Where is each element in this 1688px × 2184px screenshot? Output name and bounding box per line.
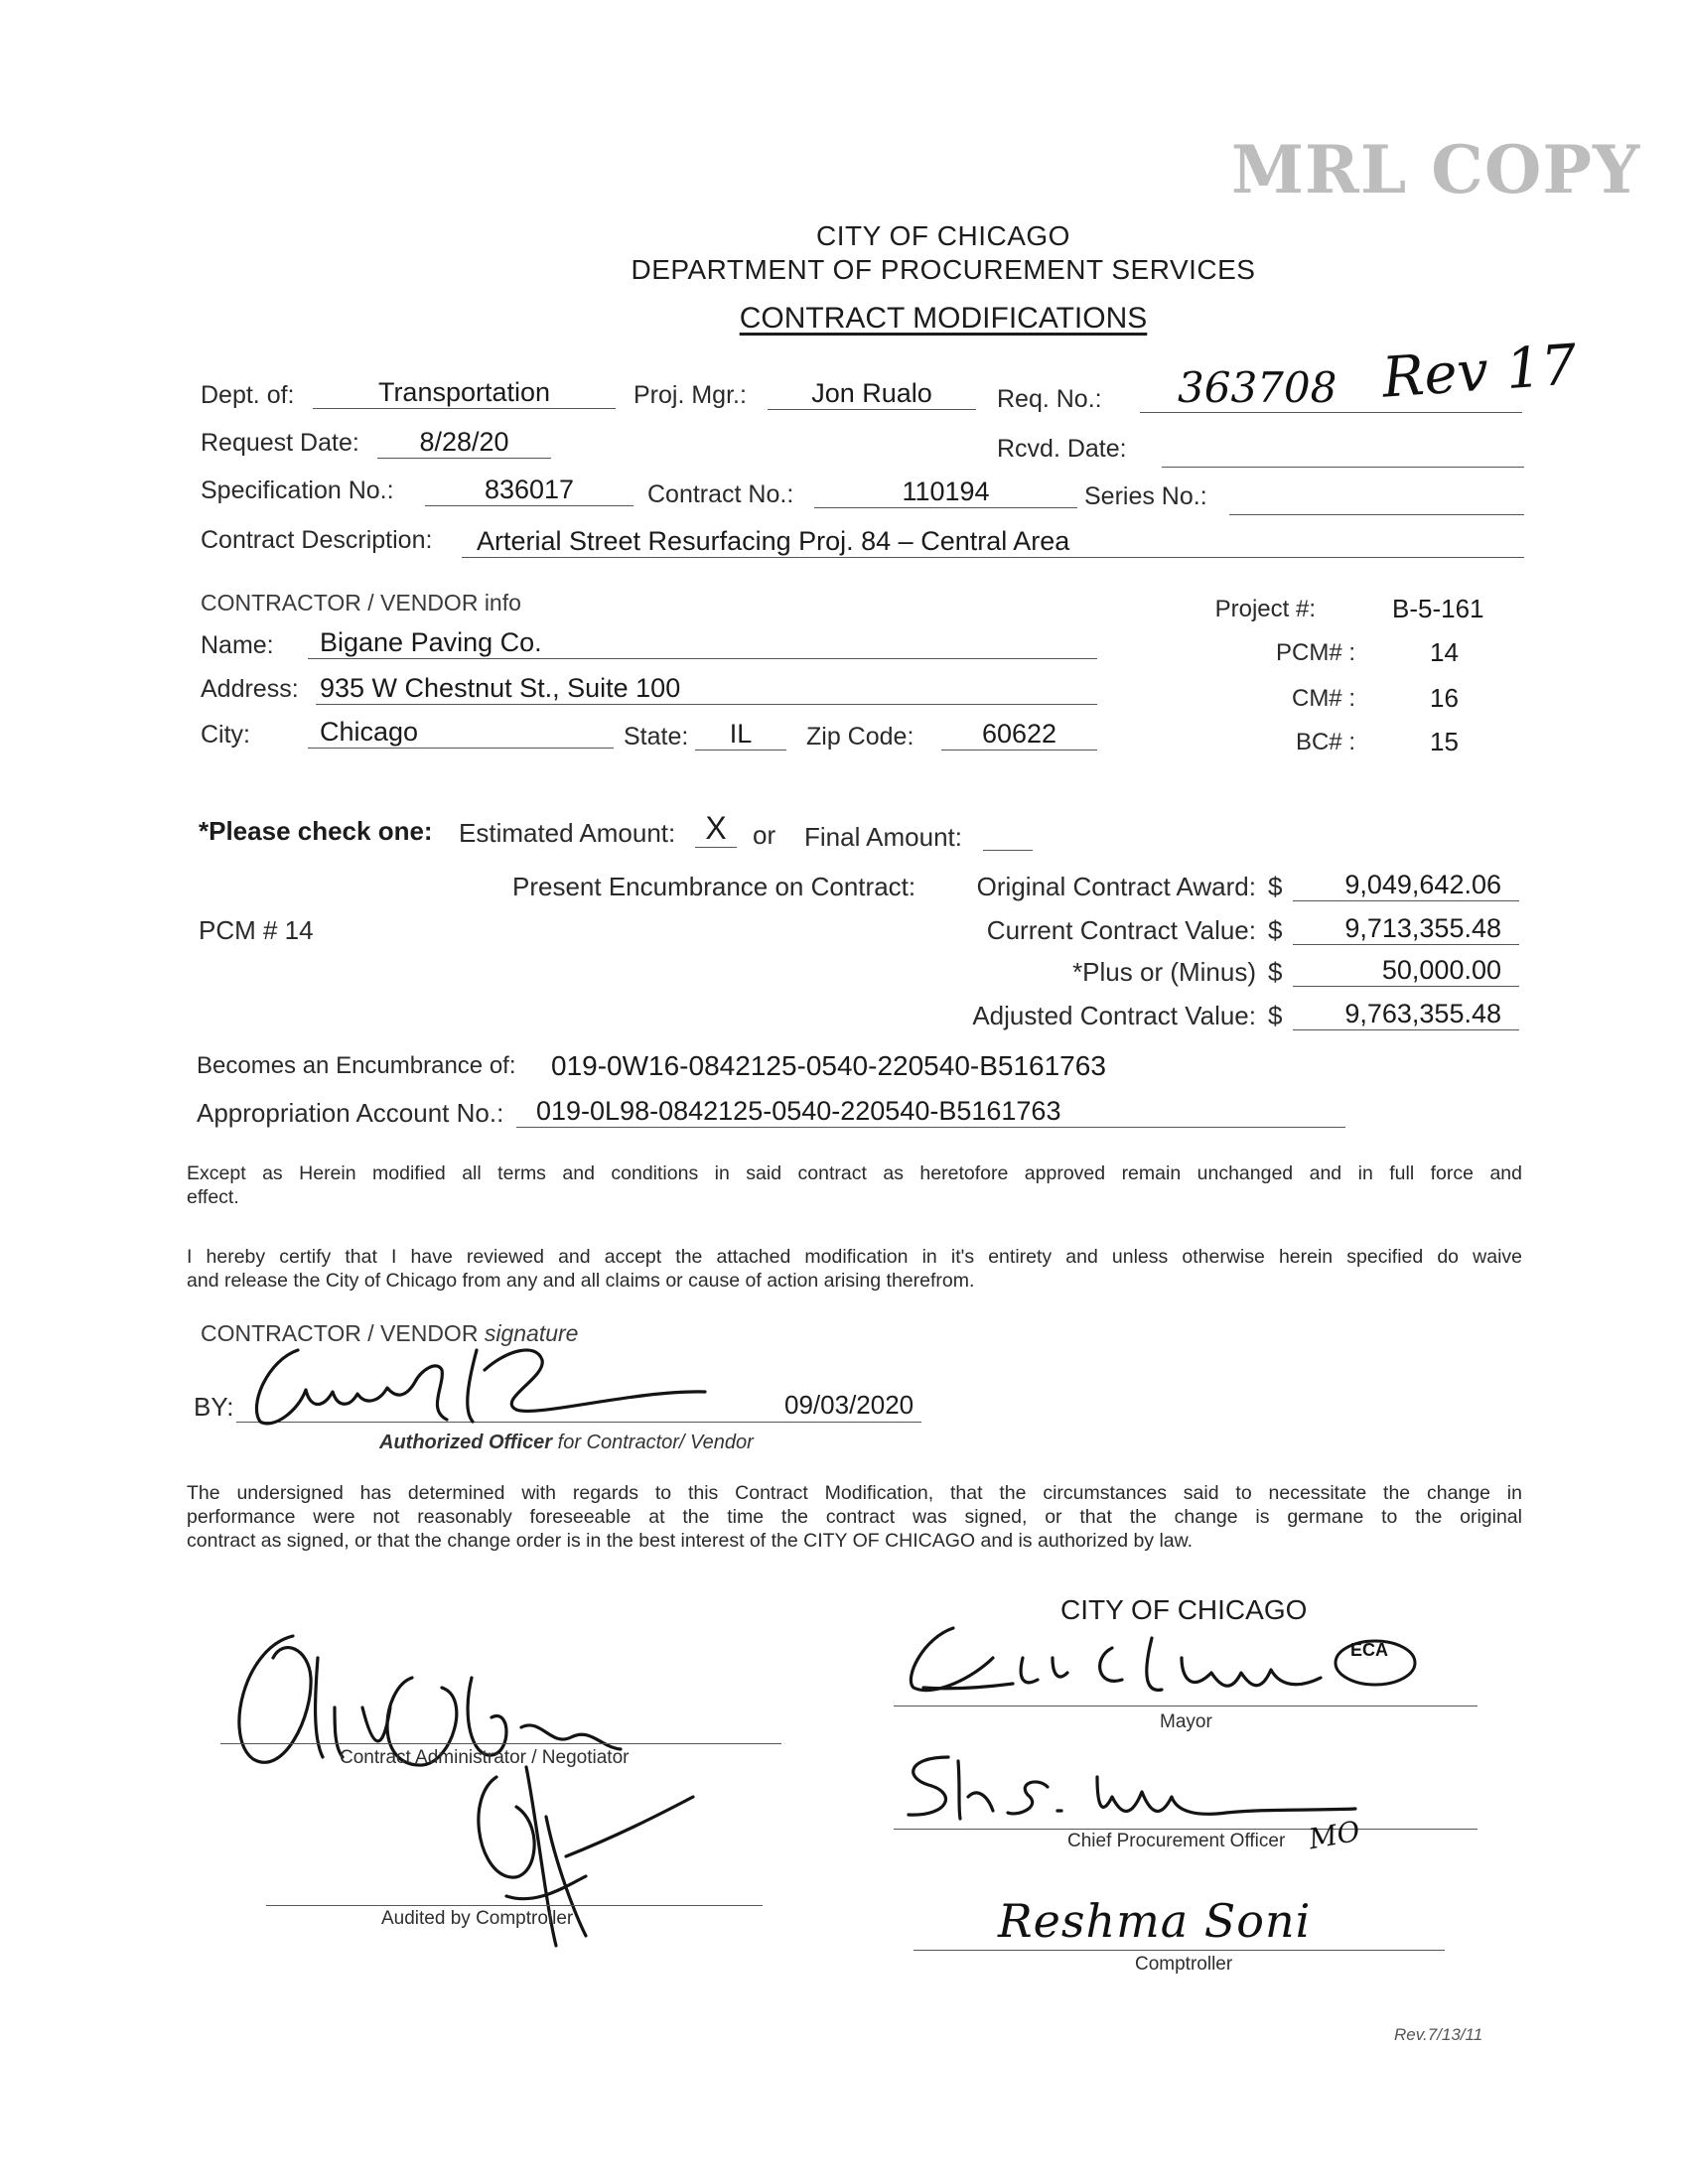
series-no-line xyxy=(1229,514,1524,515)
project-number-label: Project #: xyxy=(1214,596,1316,622)
check-one-prompt: *Please check one: xyxy=(199,816,433,846)
amount-line-value: 9,763,355.48 xyxy=(1293,999,1519,1030)
contract-description-value: Arterial Street Resurfacing Proj. 84 – Central Area xyxy=(462,526,1524,558)
city-of-chicago-label: CITY OF CHICAGO xyxy=(1060,1594,1308,1625)
amount-line-value: 9,049,642.06 xyxy=(1293,870,1519,901)
vendor-signature-label-suffix: signature xyxy=(484,1320,579,1346)
pcm-label: PCM# : xyxy=(1275,639,1355,666)
terms-line: effect. xyxy=(187,1186,239,1208)
chief-procurement-officer-caption: Chief Procurement Officer xyxy=(1067,1831,1286,1851)
vendor-name-label: Name: xyxy=(201,631,274,659)
estimated-amount-label: Estimated Amount: xyxy=(459,818,676,848)
chief-procurement-officer-line xyxy=(894,1829,1477,1830)
dollar-sign: $ xyxy=(1268,1001,1283,1030)
audited-by-comptroller-caption: Audited by Comptroller xyxy=(381,1908,574,1929)
determination-line: The undersigned has determined with regards to this Contract Modification, that the circumstances said to necessitate the change in xyxy=(187,1482,1522,1504)
cm-value: 16 xyxy=(1430,683,1459,713)
vendor-signature-caption xyxy=(379,1432,754,1454)
final-amount-blank xyxy=(983,850,1033,851)
amount-line-value: 9,713,355.48 xyxy=(1293,913,1519,945)
req-revision-handwritten: Rev 17 xyxy=(1379,333,1580,411)
authorized-officer: Authorized Officer xyxy=(379,1432,553,1453)
proj-mgr-value: Jon Rualo xyxy=(768,378,976,410)
comptroller-signature: Reshma Soni xyxy=(998,1894,1312,1948)
appropriation-account-label: Appropriation Account No.: xyxy=(197,1098,504,1128)
for-contractor-vendor: for Contractor/ Vendor xyxy=(557,1432,754,1453)
vendor-signature-label-prefix: CONTRACTOR / VENDOR xyxy=(201,1320,479,1346)
becomes-encumbrance-value: 019-0W16-0842125-0540-220540-B5161763 xyxy=(551,1050,1106,1081)
pcm-reference: PCM # 14 xyxy=(199,915,314,945)
chief-procurement-officer-initials: MO xyxy=(1306,1814,1363,1856)
contract-description-label: Contract Description: xyxy=(201,526,433,554)
mayor-signature xyxy=(894,1618,1450,1707)
bc-label: BC# : xyxy=(1295,729,1355,755)
dept-label: Dept. of: xyxy=(201,381,295,409)
req-no-value: 363708 xyxy=(1140,363,1522,413)
amount-line-label: Original Contract Award: xyxy=(976,872,1256,901)
amount-line-label: Current Contract Value: xyxy=(986,915,1256,945)
present-encumbrance-label: Present Encumbrance on Contract: xyxy=(512,872,916,901)
vendor-name-value: Bigane Paving Co. xyxy=(308,627,1097,659)
vendor-state-label: State: xyxy=(624,723,689,751)
vendor-zip-label: Zip Code: xyxy=(806,723,914,751)
or-text: or xyxy=(753,820,776,850)
project-number-value: B-5-161 xyxy=(1392,594,1484,623)
determination-line: performance were not reasonably foreseeable at the time the contract was signed, or that the change is germane to the original xyxy=(187,1506,1522,1528)
chief-procurement-officer-signature xyxy=(889,1747,1385,1827)
certification-line: I hereby certify that I have reviewed and accept the attached modification in it's entirety and unless otherwise herein specified do waive xyxy=(187,1246,1522,1268)
mayor-caption: Mayor xyxy=(1160,1711,1212,1732)
bc-value: 15 xyxy=(1430,727,1459,756)
comptroller-caption: Comptroller xyxy=(1135,1954,1233,1975)
certification-line: and release the City of Chicago from any and all claims or cause of action arising therefrom. xyxy=(187,1270,975,1292)
proj-mgr-label: Proj. Mgr.: xyxy=(633,381,747,409)
final-amount-label: Final Amount: xyxy=(804,822,962,852)
vendor-city-label: City: xyxy=(201,721,250,749)
rcvd-date-line xyxy=(1162,467,1524,468)
amount-line-label: *Plus or (Minus) xyxy=(1072,957,1256,987)
pcm-value: 14 xyxy=(1430,637,1459,667)
amount-line-label: Adjusted Contract Value: xyxy=(972,1001,1256,1030)
series-no-label: Series No.: xyxy=(1084,482,1207,510)
auditor-line xyxy=(266,1905,763,1906)
spec-no-value: 836017 xyxy=(425,475,633,506)
dollar-sign: $ xyxy=(1268,915,1283,945)
request-date-value: 8/28/20 xyxy=(377,427,551,459)
vendor-state-value: IL xyxy=(695,719,786,751)
dept-value: Transportation xyxy=(313,377,616,409)
contract-no-label: Contract No.: xyxy=(647,480,794,508)
amount-line-value: 50,000.00 xyxy=(1293,955,1519,987)
vendor-address-value: 935 W Chestnut St., Suite 100 xyxy=(316,673,1097,705)
by-label: BY: xyxy=(194,1392,234,1422)
header-city: CITY OF CHICAGO xyxy=(816,220,1070,251)
vendor-zip-value: 60622 xyxy=(941,719,1097,751)
terms-unchanged-paragraph xyxy=(187,1161,1522,1209)
vendor-signature-scrawl xyxy=(238,1330,794,1430)
terms-line: Except as Herein modified all terms and conditions in said contract as heretofore approved remain unchanged and in full force and xyxy=(187,1162,1522,1184)
comptroller-line xyxy=(914,1950,1445,1951)
cm-label: CM# : xyxy=(1291,685,1355,712)
appropriation-account-value: 019-0L98-0842125-0540-220540-B5161763 xyxy=(516,1096,1345,1128)
undersigned-determination-paragraph xyxy=(187,1481,1522,1553)
contract-no-value: 110194 xyxy=(814,477,1077,508)
vendor-signature-date: 09/03/2020 xyxy=(784,1390,914,1420)
vendor-address-label: Address: xyxy=(201,675,299,703)
mayor-initials: ECA xyxy=(1350,1640,1389,1660)
form-revision: Rev.7/13/11 xyxy=(1394,2025,1483,2044)
req-no-label: Req. No.: xyxy=(997,385,1102,413)
vendor-section-label: CONTRACTOR / VENDOR info xyxy=(201,590,521,615)
vendor-city-value: Chicago xyxy=(308,717,614,749)
becomes-encumbrance-label: Becomes an Encumbrance of: xyxy=(197,1052,516,1079)
form-title: CONTRACT MODIFICATIONS xyxy=(739,302,1148,335)
vendor-certification-paragraph xyxy=(187,1245,1522,1293)
spec-no-label: Specification No.: xyxy=(201,477,394,504)
header-department: DEPARTMENT OF PROCUREMENT SERVICES xyxy=(631,254,1256,285)
estimated-amount-mark: X xyxy=(695,810,737,848)
dollar-sign: $ xyxy=(1268,872,1283,901)
rcvd-date-label: Rcvd. Date: xyxy=(997,435,1127,463)
contract-administrator-caption: Contract Administrator / Negotiator xyxy=(340,1747,630,1768)
determination-line: contract as signed, or that the change order is in the best interest of the CITY OF CHICAGO and is authorized by law. xyxy=(187,1530,1194,1552)
mrl-copy-stamp: MRL COPY xyxy=(1231,131,1641,208)
request-date-label: Request Date: xyxy=(201,429,359,457)
dollar-sign: $ xyxy=(1268,957,1283,987)
contract-administrator-line xyxy=(220,1743,781,1744)
